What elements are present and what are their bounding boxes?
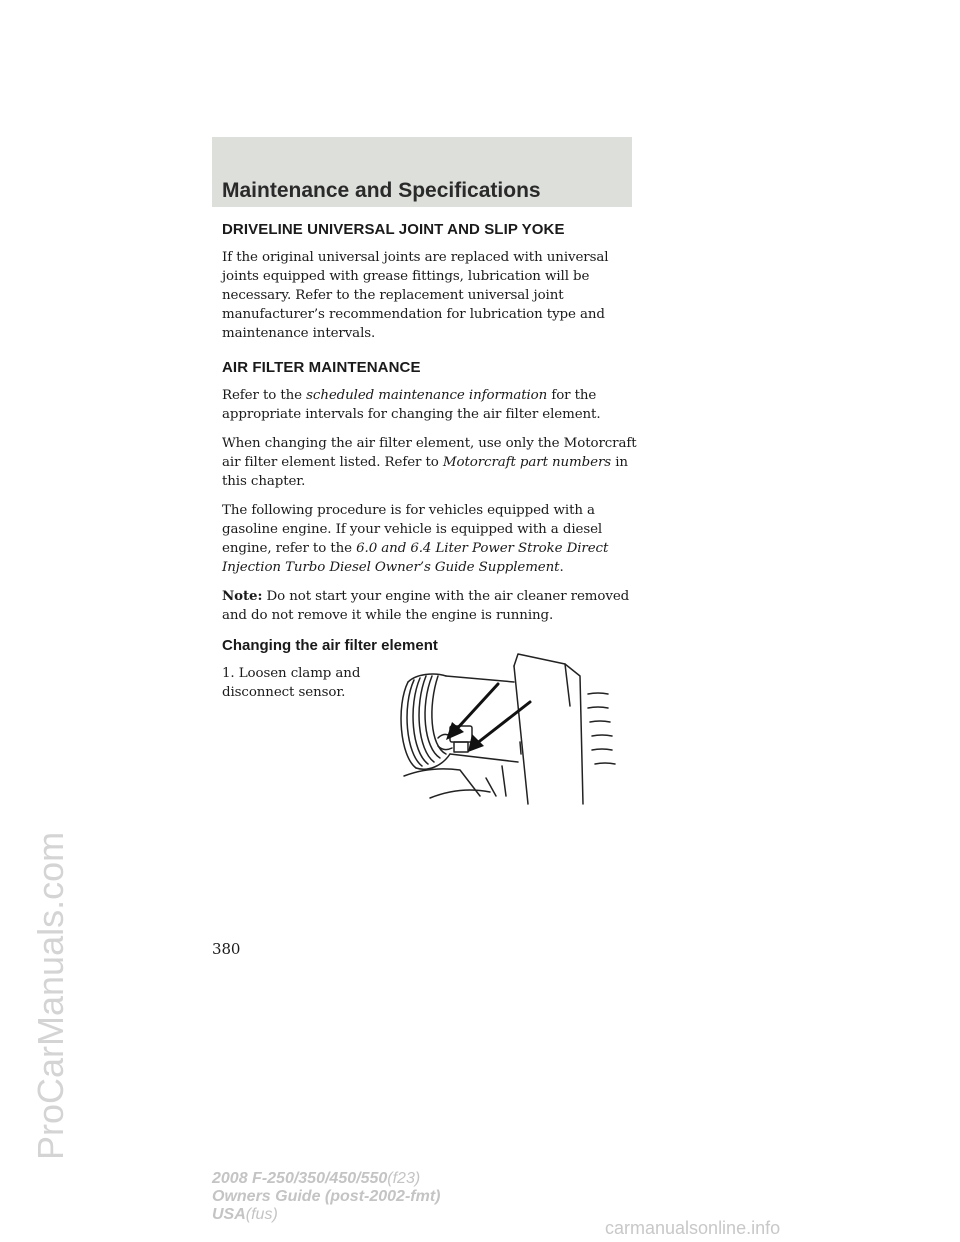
air-intake-illustration — [390, 646, 630, 806]
footer-line-3: USA(fus) — [212, 1206, 278, 1223]
note-paragraph: Note: Do not start your engine with the air cleaner removed and do not remove it while the engine is running. — [222, 588, 630, 623]
chapter-header — [212, 137, 632, 207]
air-filter-paragraph-3: The following procedure is for vehicles equipped with a gasoline engine. If your vehicle is equipped with a diesel engine, refer to the 6.0 and 6.4 Liter Power Stroke Direct Injection Turbo Diesel Owner’s Guide Supplement. — [222, 503, 609, 575]
bottom-watermark: carmanualsonline.info — [605, 1218, 781, 1238]
air-filter-heading: AIR FILTER MAINTENANCE — [222, 359, 421, 376]
footer-line-1: 2008 F-250/350/450/550(f23) — [212, 1170, 421, 1187]
step-1-row — [222, 664, 642, 814]
driveline-paragraph: If the original universal joints are replaced with universal joints equipped with grease fittings, lubrication will be necessary. Refer to the replacement universal joint manufacturer’s recommendation for lubrication type and maintenance intervals. — [222, 250, 609, 341]
page-number: 380 — [212, 940, 241, 958]
air-filter-paragraph-1: Refer to the scheduled maintenance information for the appropriate intervals for changing the air filter element. — [222, 388, 601, 422]
document-footer — [212, 1170, 440, 1224]
vertical-watermark: ProCarManuals.com — [30, 831, 71, 1160]
step-1-text: 1. Loosen clamp and disconnect sensor. — [222, 666, 361, 700]
page-content — [222, 221, 642, 814]
motorcraft-part-numbers-reference: Motorcraft part numbers — [442, 455, 612, 470]
changing-filter-heading: Changing the air filter element — [222, 637, 438, 654]
air-filter-paragraph-2: When changing the air filter element, use only the Motorcraft air filter element listed. Refer to Motorcraft part numbers in this chapter. — [222, 436, 637, 489]
chapter-title: Maintenance and Specifications — [222, 179, 541, 202]
scheduled-maintenance-reference: scheduled maintenance information — [306, 388, 548, 403]
diesel-supplement-reference: 6.0 and 6.4 Liter Power Stroke Direct Injection Turbo Diesel Owner’s Guide Supplement — [222, 541, 609, 575]
note-label: Note: — [222, 588, 263, 604]
footer-line-2: Owners Guide (post-2002-fmt) — [212, 1188, 441, 1205]
driveline-heading: DRIVELINE UNIVERSAL JOINT AND SLIP YOKE — [222, 221, 565, 238]
